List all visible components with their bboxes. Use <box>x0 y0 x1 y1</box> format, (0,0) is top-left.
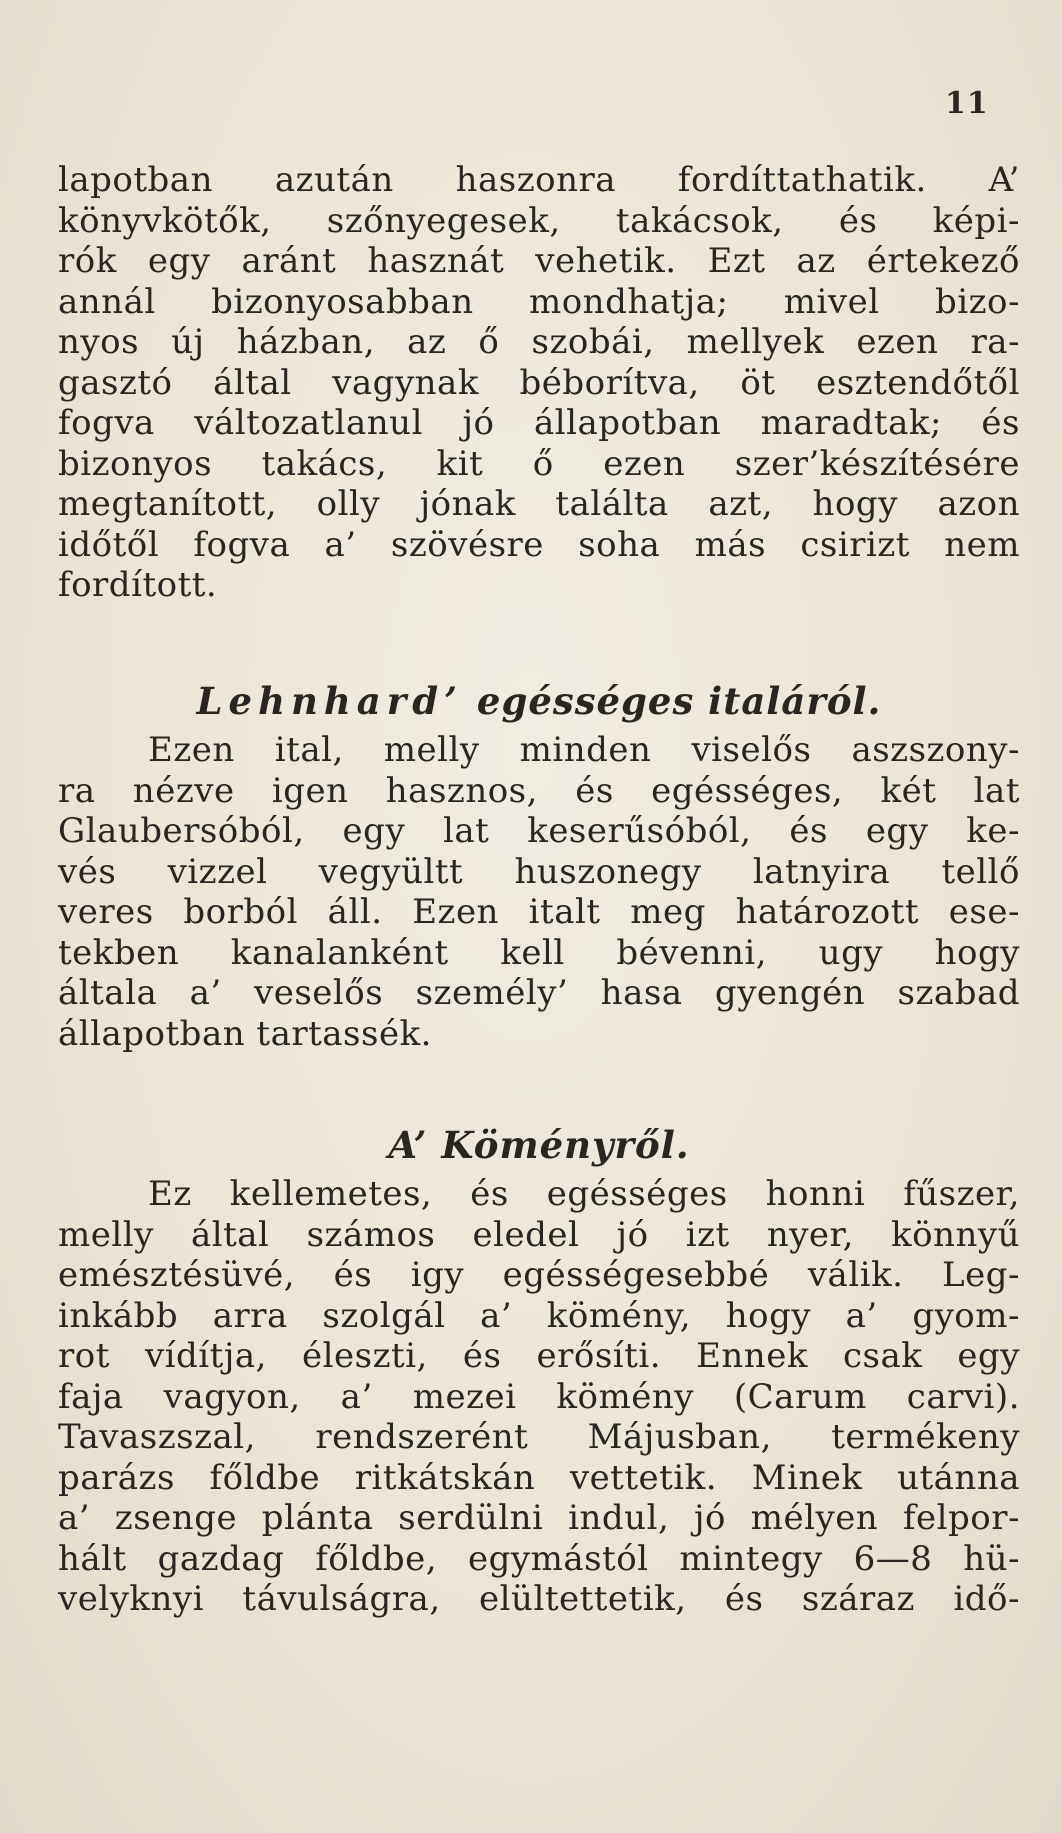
section-komeny <box>58 1116 1020 1620</box>
text-line: rók egy aránt hasznát vehetik. Ezt az értekező <box>58 241 1020 281</box>
text-line: bizonyos takács, kit ő ezen szer’készítésére <box>58 443 1020 484</box>
text-line: nyos új házban, az ő szobái, mellyek ezen ra- <box>58 322 1020 362</box>
text-line: ra nézve igen hasznos, és egésséges, két lat <box>58 770 1020 811</box>
text-line: annál bizonyosabban mondhatja; mivel bizo- <box>58 281 1020 322</box>
text-line: hált gazdag főldbe, egymástól mintegy 6—8 hü- <box>58 1538 1020 1579</box>
text-line: könyvkötők, szőnyegesek, takácsok, és képi- <box>58 200 1020 241</box>
text-line: általa a’ veselős személy’ hasa gyengén szabad <box>58 973 1020 1013</box>
text-line: megtanított, olly jónak találta azt, hogy azon <box>58 484 1020 524</box>
heading-name: Lehnhard’ <box>196 679 464 723</box>
text-line: Tavaszszal, rendszerént Májusban, termékeny <box>58 1417 1020 1457</box>
text-line: rot vídítja, éleszti, és erősíti. Ennek csak egy <box>58 1336 1020 1376</box>
text-line: Glaubersóból, egy lat keserűsóból, és egy ke- <box>58 811 1020 851</box>
text-line: vés vizzel vegyültt huszonegy latnyira tellő <box>58 851 1020 892</box>
text-line: fordított. <box>58 565 218 605</box>
page-number: 11 <box>945 86 989 121</box>
text-line: emésztésüvé, és igy egésségesebbé válik. Leg- <box>58 1255 1020 1295</box>
text-line: parázs főldbe ritkátskán vettetik. Minek utánna <box>58 1457 1020 1498</box>
text-line: a’ zsenge plánta serdülni indul, jó mélyen felpor- <box>58 1498 1020 1538</box>
heading-rest: egésséges italáról. <box>476 679 882 723</box>
text-line: Ezen ital, melly minden viselős aszszony- <box>148 730 1020 770</box>
text-line: lapotban azután haszonra fordíttathatik. A’ <box>58 160 1020 200</box>
text-line: faja vagyon, a’ mezei kömény (Carum carvi). <box>58 1376 1020 1417</box>
text-line: tekben kanalanként kell bévenni, ugy hogy <box>58 932 1020 973</box>
text-line: melly által számos eledel jó izt nyer, könnyű <box>58 1214 1020 1255</box>
text-line: Ez kellemetes, és egésséges honni fűszer, <box>148 1174 1020 1214</box>
text-line: gasztó által vagynak béborítva, öt esztendőtől <box>58 362 1020 403</box>
continuation-paragraph <box>58 160 1020 606</box>
section-lehnhard <box>58 672 1020 1054</box>
text-line: inkább arra szolgál a’ kömény, hogy a’ gyom- <box>58 1295 1020 1336</box>
text-line: veres borból áll. Ezen italt meg határozott ese- <box>58 892 1020 932</box>
text-line: állapotban tartassék. <box>58 1013 432 1054</box>
text-line: velyknyi távulságra, elültettetik, és száraz idő- <box>58 1579 1020 1619</box>
section-heading <box>58 672 1020 730</box>
text-line: fogva változatlanul jó állapotban maradtak; és <box>58 403 1020 443</box>
section-heading: A’ Köményről. <box>388 1123 690 1167</box>
text-line: időtől fogva a’ szövésre soha más csirizt nem <box>58 524 1020 565</box>
